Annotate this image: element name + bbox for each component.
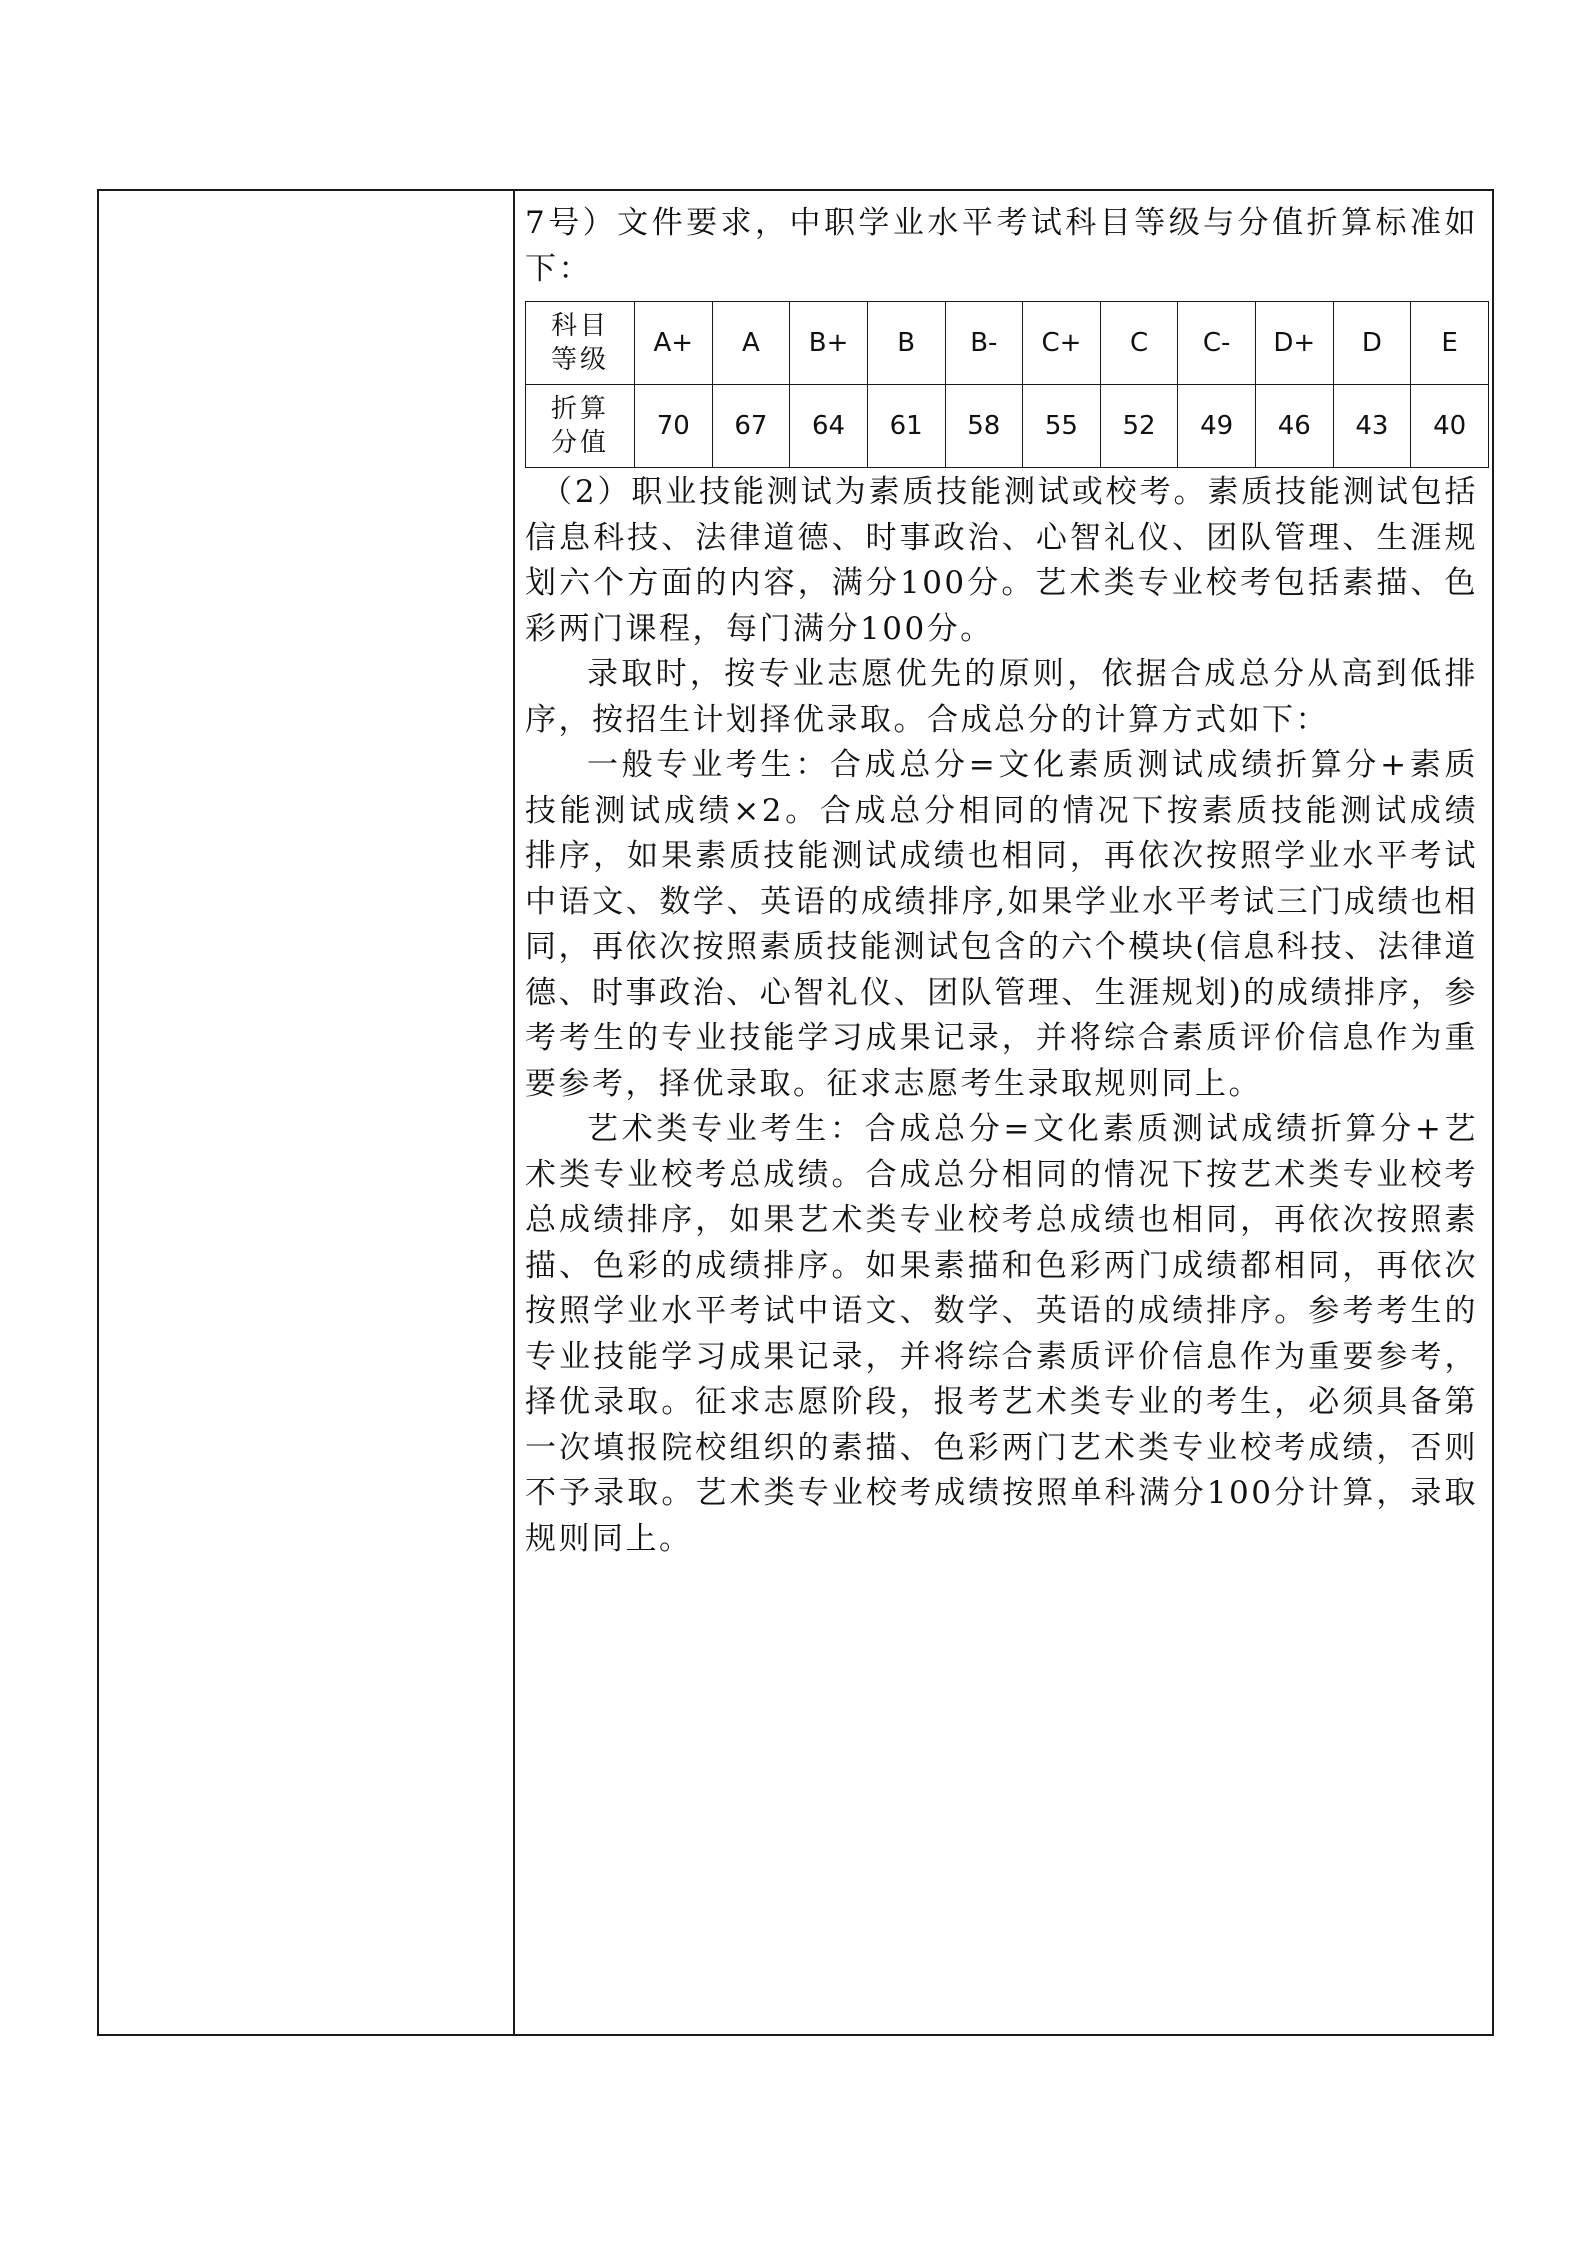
grade-cell: B+ [790,302,868,385]
grade-header-line1: 科目 [550,311,609,341]
score-cell: 64 [790,385,868,468]
score-cell: 61 [867,385,945,468]
score-cell: 49 [1178,385,1256,468]
score-cell: 40 [1411,385,1489,468]
grade-cell: C+ [1023,302,1101,385]
score-cell: 58 [945,385,1023,468]
score-cell: 46 [1256,385,1334,468]
score-header-line1: 折算 [550,394,609,424]
grade-cell: A [712,302,790,385]
score-row [526,385,1489,468]
general-major-paragraph: 一般专业考生：合成总分=文化素质测试成绩折算分+素质技能测试成绩×2。合成总分相同的情况下按素质技能测试成绩排序，如果素质技能测试成绩也相同，再依次按照学业水平考试中语文、数学、英语的成绩排序,如果学业水平考试三门成绩也相同，再依次按照素质技能测试包含的六个模块(信息科技、法律道德、时事政治、心智礼仪、团队管理、生涯规划)的成绩排序，参考考生的专业技能学习成果记录，并将综合素质评价信息作为重要参考，择优录取。征求志愿考生录取规则同上。 [525,747,1478,1102]
score-cell: 67 [712,385,790,468]
grade-header-line2: 等级 [550,345,609,375]
grade-cell: C- [1178,302,1256,385]
score-cell: 55 [1023,385,1101,468]
left-label-cell [97,191,515,2034]
score-row-header [526,385,635,468]
grade-cell: D [1333,302,1411,385]
grade-row [526,302,1489,385]
score-cell: 70 [635,385,713,468]
art-major-paragraph: 艺术类专业考生：合成总分=文化素质测试成绩折算分+艺术类专业校考总成绩。合成总分相同的情况下按艺术类专业校考总成绩排序，如果艺术类专业校考总成绩也相同，再依次按照素描、色彩的成绩排序。如果素描和色彩两门成绩都相同，再依次按照学业水平考试中语文、数学、英语的成绩排序。参考考生的专业技能学习成果记录，并将综合素质评价信息作为重要参考，择优录取。征求志愿阶段，报考艺术类专业的考生，必须具备第一次填报院校组织的素描、色彩两门艺术类专业校考成绩，否则不予录取。艺术类专业校考成绩按照单科满分100分计算，录取规则同上。 [525,1111,1478,1557]
grade-cell: C [1100,302,1178,385]
grade-cell: B [867,302,945,385]
score-header-line2: 分值 [550,428,609,458]
grade-score-table [525,301,1489,468]
right-content-cell [515,191,1494,2034]
grade-cell: D+ [1256,302,1334,385]
score-cell: 43 [1333,385,1411,468]
skill-test-paragraph: （2）职业技能测试为素质技能测试或校考。素质技能测试包括信息科技、法律道德、时事政治、心智礼仪、团队管理、生涯规划六个方面的内容，满分100分。艺术类专业校考包括素描、色彩两门课程，每门满分100分。 [525,474,1478,647]
document-table [97,189,1494,2036]
admission-paragraph: 录取时，按专业志愿优先的原则，依据合成总分从高到低排序，按招生计划择优录取。合成总分的计算方式如下： [525,656,1478,738]
grade-cell: E [1411,302,1489,385]
continued-paragraph: 7号）文件要求，中职学业水平考试科目等级与分值折算标准如下： [525,205,1478,287]
score-cell: 52 [1100,385,1178,468]
grade-cell: B- [945,302,1023,385]
grade-cell: A+ [635,302,713,385]
grade-row-header [526,302,635,385]
